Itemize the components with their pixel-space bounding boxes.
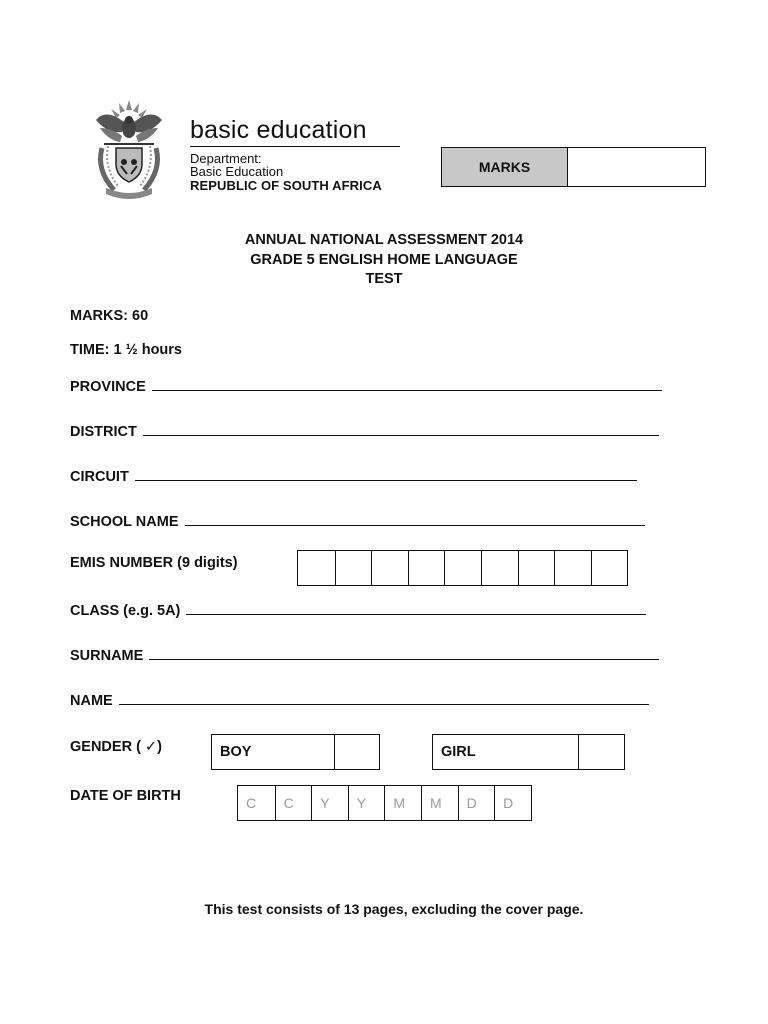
date-of-birth-boxes [237, 785, 532, 821]
dob-month-box[interactable]: M [421, 786, 458, 820]
dob-month-box[interactable]: M [384, 786, 421, 820]
surname-row [70, 645, 659, 664]
marks-box [441, 147, 706, 187]
dob-year-box[interactable]: Y [311, 786, 348, 820]
school-name-input-line[interactable] [185, 511, 645, 526]
emis-digit-box[interactable] [591, 551, 628, 585]
dob-century-box[interactable]: C [275, 786, 312, 820]
dob-day-box[interactable]: D [494, 786, 531, 820]
emis-digit-box[interactable] [554, 551, 591, 585]
emis-digit-box[interactable] [408, 551, 445, 585]
circuit-input-line[interactable] [135, 466, 637, 481]
surname-input-line[interactable] [149, 645, 659, 660]
class-row [70, 600, 646, 619]
title-line-1: ANNUAL NATIONAL ASSESSMENT 2014 [244, 232, 524, 248]
dob-century-box[interactable]: C [246, 795, 257, 811]
gender-boy-option [211, 734, 380, 770]
marks-box-value-field[interactable] [568, 148, 705, 186]
marks-info: MARKS: 60 [70, 308, 149, 324]
emis-digit-box[interactable] [518, 551, 555, 585]
emis-digit-box[interactable] [481, 551, 518, 585]
department-label: Department: [190, 151, 262, 166]
emis-number-label: EMIS NUMBER (9 digits) [70, 555, 238, 571]
emis-number-boxes [297, 550, 628, 586]
emis-digit-box[interactable] [371, 551, 408, 585]
brand-divider [190, 146, 400, 147]
class-input-line[interactable] [186, 600, 646, 615]
date-of-birth-label: DATE OF BIRTH [70, 788, 181, 804]
name-row [70, 690, 649, 709]
gender-girl-option [432, 734, 625, 770]
coat-of-arms-logo [86, 98, 172, 202]
school-name-row [70, 511, 645, 530]
circuit-label: CIRCUIT [70, 469, 129, 485]
department-name: Basic Education [190, 164, 284, 179]
country-name: REPUBLIC OF SOUTH AFRICA [190, 178, 382, 193]
dob-day-box[interactable]: D [458, 786, 495, 820]
gender-girl-checkbox[interactable] [579, 735, 624, 769]
page-count-note: This test consists of 13 pages, excluding the cover page. [204, 901, 584, 917]
time-info: TIME: 1 ½ hours [70, 342, 182, 358]
dob-year-box[interactable]: Y [348, 786, 385, 820]
gender-boy-label: BOY [212, 735, 335, 769]
title-line-2: GRADE 5 ENGLISH HOME LANGUAGE [250, 251, 518, 268]
title-line-3: TEST [365, 271, 403, 287]
brand-title: basic education [190, 116, 367, 144]
emis-digit-box[interactable] [298, 551, 335, 585]
province-input-line[interactable] [152, 376, 662, 391]
school-name-label: SCHOOL NAME [70, 514, 179, 530]
surname-label: SURNAME [70, 648, 144, 664]
test-title [0, 231, 768, 290]
circuit-row [70, 466, 637, 485]
gender-label: GENDER ( ✓) [70, 739, 162, 755]
province-label: PROVINCE [70, 379, 146, 395]
name-label: NAME [70, 693, 113, 709]
district-row [70, 421, 659, 440]
marks-box-label: MARKS [442, 148, 568, 186]
class-label: CLASS (e.g. 5A) [70, 603, 181, 619]
gender-boy-checkbox[interactable] [335, 735, 379, 769]
district-label: DISTRICT [70, 424, 137, 440]
emis-digit-box[interactable] [335, 551, 372, 585]
gender-girl-label: GIRL [433, 735, 579, 769]
emis-digit-box[interactable] [444, 551, 481, 585]
district-input-line[interactable] [143, 421, 659, 436]
name-input-line[interactable] [119, 690, 649, 705]
province-row [70, 376, 662, 395]
